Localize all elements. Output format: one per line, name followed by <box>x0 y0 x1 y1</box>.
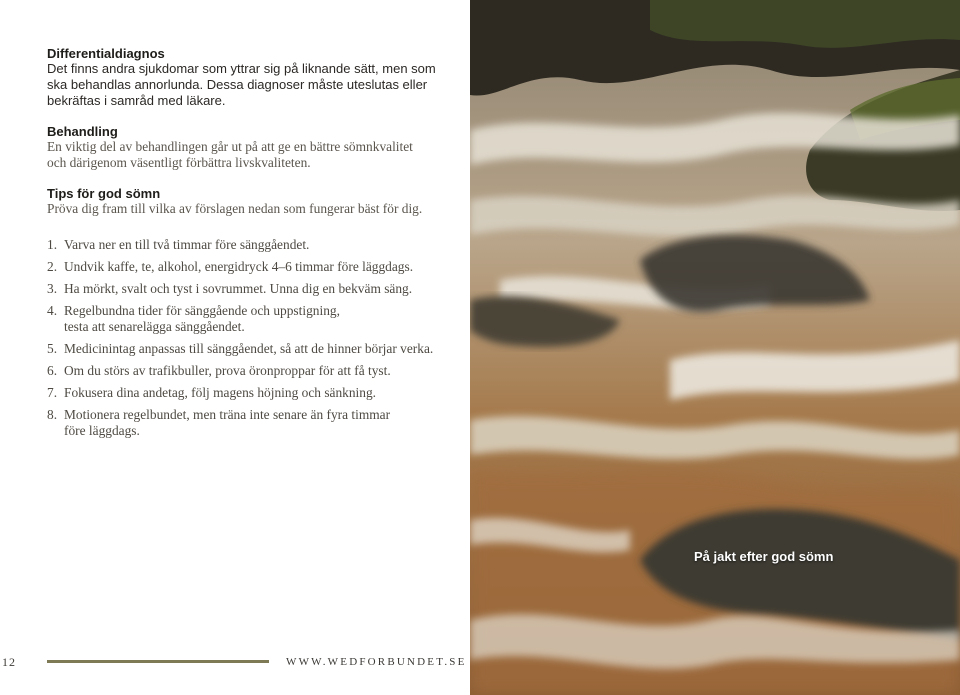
footer-rule <box>47 660 269 663</box>
list-number: 2. <box>47 259 58 274</box>
list-number: 3. <box>47 281 58 296</box>
list-item <box>47 385 467 401</box>
list-text: Motionera regelbundet, men träna inte senare än fyra timmar före läggdags. <box>64 407 391 438</box>
list-item <box>47 259 467 275</box>
left-page <box>0 0 470 695</box>
list-number: 1. <box>47 237 58 252</box>
section-tips <box>47 186 422 217</box>
tips-list <box>47 237 467 445</box>
list-text: Regelbundna tider för sänggående och uppstigning, testa att senarelägga sänggåendet. <box>64 303 340 334</box>
list-text: Undvik kaffe, te, alkohol, energidryck 4–6 timmar före läggdags. <box>64 259 414 274</box>
section-treatment <box>47 124 413 171</box>
photo-caption: På jakt efter god sömn <box>694 549 834 564</box>
list-text: Medicinintag anpassas till sänggåendet, så att de hinner börjar verka. <box>64 341 434 356</box>
tips-intro: Pröva dig fram till vilka av förslagen nedan som fungerar bäst för dig. <box>47 201 423 216</box>
list-number: 5. <box>47 341 58 356</box>
list-number: 4. <box>47 303 58 318</box>
section-differential-diagnosis <box>47 46 436 109</box>
list-text: Varva ner en till två timmar före sänggåendet. <box>64 237 310 252</box>
list-text: Fokusera dina andetag, följ magens höjning och sänkning. <box>64 385 377 400</box>
paragraph-line: En viktig del av behandlingen går ut på att ge en bättre sömnkvalitet <box>47 139 413 154</box>
paragraph-line: ska behandlas annorlunda. Dessa diagnoser måste uteslutas eller <box>47 77 428 92</box>
list-number: 7. <box>47 385 58 400</box>
list-item <box>47 281 467 297</box>
list-item <box>47 363 467 379</box>
photo-illustration <box>470 0 960 695</box>
paragraph-line: och därigenom väsentligt förbättra livskvaliteten. <box>47 155 311 170</box>
list-number: 8. <box>47 407 58 422</box>
paragraph-line: bekräftas i samråd med läkare. <box>47 93 226 108</box>
heading-treatment: Behandling <box>47 124 118 139</box>
heading-tips: Tips för god sömn <box>47 186 161 201</box>
website-url: WWW.WEDFORBUNDET.SE <box>286 656 467 668</box>
page-number: 12 <box>2 655 16 669</box>
river-rapids-photo <box>470 0 960 695</box>
list-text: Om du störs av trafikbuller, prova öronproppar för att få tyst. <box>64 363 391 378</box>
list-item <box>47 237 467 253</box>
paragraph-line: Det finns andra sjukdomar som yttrar sig på liknande sätt, men som <box>47 61 436 76</box>
list-number: 6. <box>47 363 58 378</box>
list-item <box>47 341 467 357</box>
list-item <box>47 407 467 439</box>
list-text: Ha mörkt, svalt och tyst i sovrummet. Unna dig en bekväm säng. <box>64 281 413 296</box>
list-item <box>47 303 467 335</box>
heading-differential: Differentialdiagnos <box>47 46 165 61</box>
